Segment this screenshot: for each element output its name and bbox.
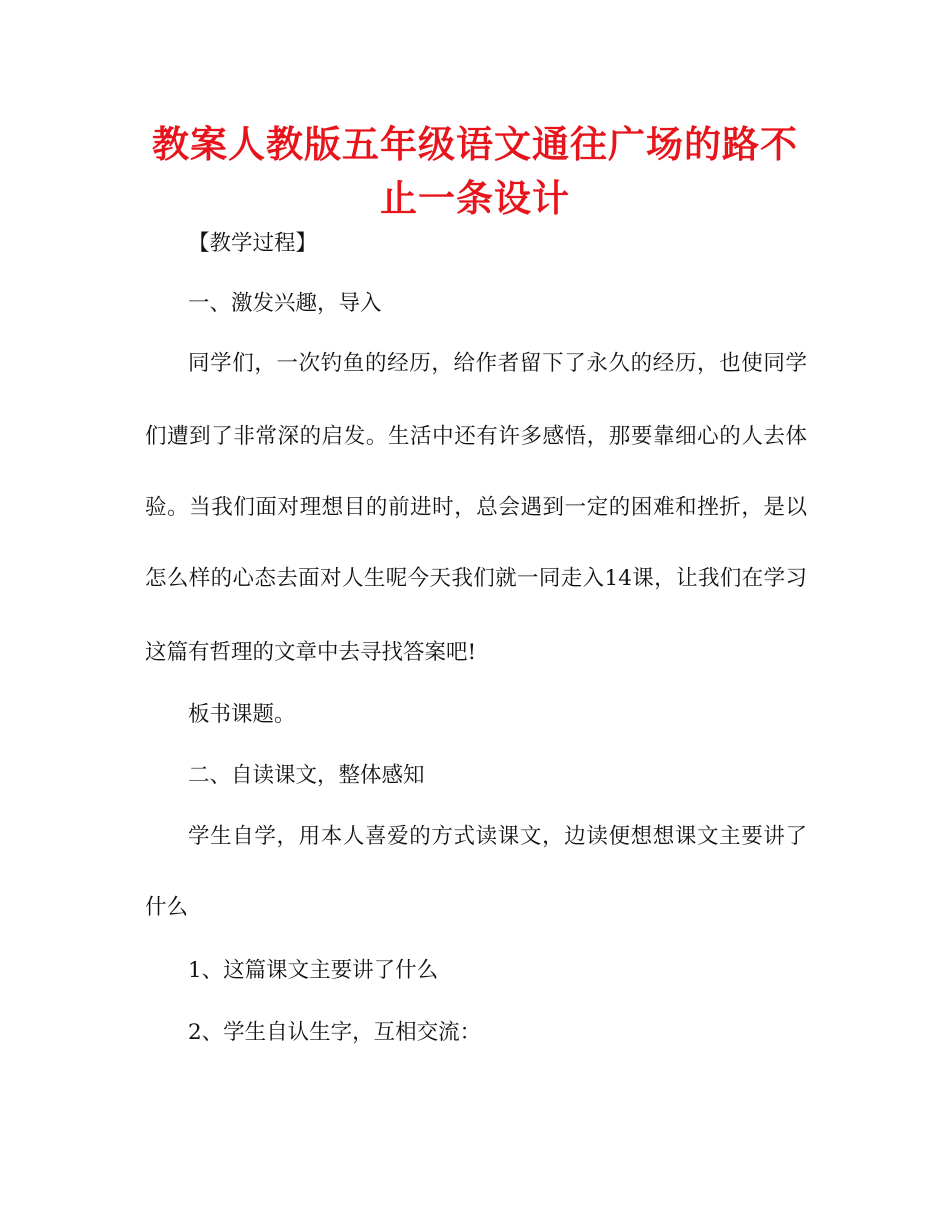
section-heading-intro: 一、激发兴趣，导入	[188, 291, 382, 316]
list-item: 2、学生自认生字，互相交流：	[188, 1020, 482, 1045]
paragraph-line: 这篇有哲理的文章中去寻找答案吧!	[145, 640, 477, 665]
paragraph-line: 学生自学，用本人喜爱的方式读课文，边读便想想课文主要讲了	[188, 824, 807, 849]
paragraph-line: 怎么样的心态去面对人生呢今天我们就一同走入14课，让我们在学习	[145, 566, 807, 591]
section-heading-teaching-process: 【教学过程】	[188, 231, 318, 256]
paragraph-line: 什么	[145, 895, 189, 920]
paragraph-line: 同学们，一次钓鱼的经历，给作者留下了永久的经历，也使同学	[188, 351, 807, 376]
section-heading-self-reading: 二、自读课文，整体感知	[188, 763, 425, 788]
document-title: 教案人教版五年级语文通往广场的路不止一条设计	[152, 123, 798, 220]
paragraph-line: 们遭到了非常深的启发。生活中还有许多感悟，那要靠细心的人去体	[145, 424, 807, 449]
paragraph-line: 验。当我们面对理想目的前进时，总会遇到一定的困难和挫折，是以	[145, 495, 807, 520]
paragraph-line: 板书课题。	[188, 702, 296, 727]
list-item: 1、这篇课文主要讲了什么	[188, 958, 439, 983]
